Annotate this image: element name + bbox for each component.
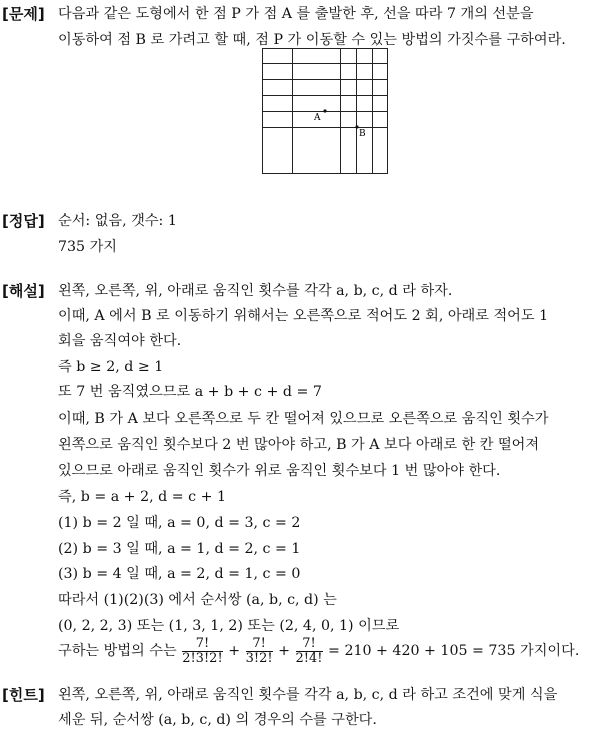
- solution-line: 따라서 (1)(2)(3) 에서 순서쌍 (a, b, c, d) 는: [58, 592, 337, 608]
- solution-line: 즉 b ≥ 2, d ≥ 1: [58, 359, 164, 375]
- problem-line: 다음과 같은 도형에서 한 점 P 가 점 A 를 출발한 후, 선을 따라 7 개의 선분을: [58, 6, 534, 22]
- solution-tag: [해설]: [2, 282, 45, 300]
- answer-tag: [정답]: [2, 212, 45, 230]
- final-prefix: 구하는 방법의 수는: [58, 643, 177, 659]
- solution-line: (3) b = 4 일 때, a = 2, d = 1, c = 0: [58, 566, 301, 582]
- plus-sign: +: [278, 643, 291, 659]
- hint-line: 왼쪽, 오른쪽, 위, 아래로 움직인 횟수를 각각 a, b, c, d 라 하고 조건에 맞게 식을: [58, 687, 558, 703]
- solution-line: 또 7 번 움직였으므로 a + b + c + d = 7: [58, 384, 322, 400]
- grid-figure: [262, 48, 390, 174]
- hint-tag: [힌트]: [2, 686, 45, 704]
- plus-sign: +: [228, 643, 241, 659]
- point-a-label: A: [314, 113, 321, 123]
- fraction-numerator: 7!: [182, 637, 223, 652]
- solution-final-line: [58, 636, 579, 666]
- point-b-label: B: [359, 129, 366, 139]
- solution-line: (1) b = 2 일 때, a = 0, d = 3, c = 2: [58, 515, 301, 531]
- solution-line: (2) b = 3 일 때, a = 1, d = 2, c = 1: [58, 541, 301, 557]
- solution-line: 이때, B 가 A 보다 오른쪽으로 두 칸 떨어져 있으므로 오른쪽으로 움직인 횟수가: [58, 411, 549, 427]
- fraction-denominator: 2!4!: [295, 650, 323, 666]
- solution-line: 이때, A 에서 B 로 이동하기 위해서는 오른쪽으로 적어도 2 회, 아래로 적어도 1: [58, 308, 549, 324]
- point-a-dot: [323, 109, 326, 112]
- solution-line: 즉, b = a + 2, d = c + 1: [58, 489, 226, 505]
- problem-tag: [문제]: [2, 5, 45, 23]
- problem-line: 이동하여 점 B 로 가려고 할 때, 점 P 가 이동할 수 있는 방법의 가짓수를 구하여라.: [58, 32, 566, 48]
- solution-line: 왼쪽, 오른쪽, 위, 아래로 움직인 횟수를 각각 a, b, c, d 라 하자.: [58, 283, 453, 299]
- fraction: [296, 637, 323, 666]
- solution-line: (0, 2, 2, 3) 또는 (1, 3, 1, 2) 또는 (2, 4, 0, 1) 이므로: [58, 618, 400, 634]
- solution-line: 있으므로 아래로 움직인 횟수가 위로 움직인 횟수보다 1 번 많아야 한다.: [58, 463, 501, 479]
- fraction-denominator: 3!2!: [245, 650, 273, 666]
- solution-line: 왼쪽으로 움직인 횟수보다 2 번 많아야 하고, B 가 A 보다 아래로 한 칸 떨어져: [58, 437, 540, 453]
- hint-line: 세운 뒤, 순서쌍 (a, b, c, d) 의 경우의 수를 구한다.: [58, 712, 377, 728]
- solution-line: 회을 움직여야 한다.: [58, 333, 182, 349]
- fraction-numerator: 7!: [246, 637, 273, 652]
- answer-line: 735 가지: [58, 239, 117, 255]
- fraction-denominator: 2!3!2!: [182, 650, 223, 666]
- fraction: [246, 637, 273, 666]
- fraction-numerator: 7!: [296, 637, 323, 652]
- final-suffix: = 210 + 420 + 105 = 735 가지이다.: [328, 643, 580, 659]
- answer-line: 순서: 없음, 갯수: 1: [58, 213, 177, 229]
- fraction: [182, 637, 223, 666]
